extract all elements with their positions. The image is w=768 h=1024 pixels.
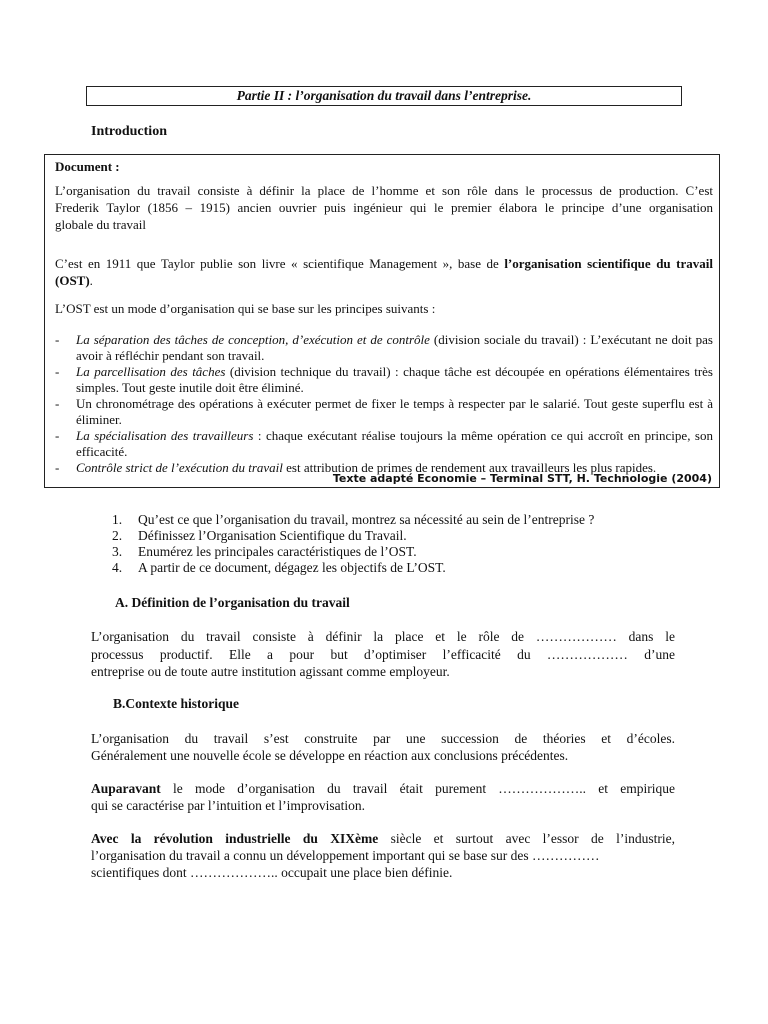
- section-b-heading: B.Contexte historique: [113, 696, 239, 711]
- intro-heading: Introduction: [91, 124, 167, 139]
- document-paragraph-3: L’OST est un mode d’organisation qui se base sur les principes suivants :: [55, 301, 436, 316]
- document-label: Document :: [55, 159, 120, 174]
- principle-text: Un chronométrage des opérations à exécuter permet de fixer le temps à respecter par le salarié. Tout geste superflu est à éliminer.: [76, 396, 713, 427]
- paragraph-2-end: .: [89, 273, 93, 288]
- principle-name: Contrôle strict de l’exécution du travail: [76, 460, 283, 475]
- list-item: - La spécialisation des travailleurs : chaque exécutant réalise toujours la même opération ce qui accroît en principe, son efficacité.: [55, 428, 713, 459]
- section-a-line-2: processus productif. Elle a pour but d’optimiser l’efficacité du ……………… d’une: [91, 647, 675, 662]
- list-item: - La parcellisation des tâches (division technique du travail) : chaque tâche est découpée en opérations élémentaires très simples. Tout geste inutile doit être éliminé.: [55, 364, 713, 395]
- principle-name: La séparation des tâches de conception, d’exécution et de contrôle: [76, 332, 430, 347]
- revolution-term: Avec la révolution industrielle du XIXème: [91, 831, 379, 846]
- principle-name: La parcellisation des tâches: [76, 364, 226, 379]
- section-b-p3-line-3: scientifiques dont ……………….. occupait une place bien définie.: [91, 865, 453, 880]
- document-paragraph-1-line-1: L’organisation du travail consiste à définir la place de l’homme et son rôle dans le processus de production. C’est: [55, 183, 713, 198]
- principle-name: La spécialisation des travailleurs: [76, 428, 254, 443]
- question-item: [112, 544, 594, 560]
- section-b-p2-line-2: qui se caractérise par l’intuition et l’improvisation.: [91, 798, 366, 813]
- section-b-p3-line-1: [91, 830, 675, 847]
- page-title: Partie II : l’organisation du travail dans l’entreprise.: [86, 86, 682, 106]
- ost-term: l’organisation scientifique du travail (OST): [55, 256, 713, 288]
- principle-text: (division technique du travail) : chaque tâche est découpée en opérations élémentaires très simples. Tout geste inutile doit être éliminé.: [76, 364, 713, 395]
- document-paragraph-1-line-2: Frederik Taylor (1856 – 1915) ancien ouvrier puis ingénieur qui le premier élabora le principe d’une organisation: [55, 200, 713, 215]
- document-paragraph-1-line-3: globale du travail: [55, 217, 146, 232]
- question-item: [112, 512, 594, 528]
- question-text: Définissez l’Organisation Scientifique du Travail.: [138, 528, 407, 543]
- principle-text: est attribution de primes de rendement aux travailleurs les plus rapides.: [282, 460, 657, 475]
- principles-list: [55, 332, 713, 476]
- question-number: 1.: [112, 512, 123, 527]
- question-text: A partir de ce document, dégagez les objectifs de L’OST.: [138, 560, 446, 575]
- list-item: - La séparation des tâches de conception, d’exécution et de contrôle (division sociale du travail) : L’exécutant ne doit pas avoir à réfléchir pendant son travail.: [55, 332, 713, 363]
- question-item: [112, 528, 594, 544]
- section-b-p1-line-2: Généralement une nouvelle école se développe en réaction aux conclusions précédentes.: [91, 748, 569, 763]
- principle-text: : chaque exécutant réalise toujours la même opération ce qui accroît en principe, son efficacité.: [76, 428, 713, 459]
- question-number: 2.: [112, 528, 123, 543]
- section-a-line-3: entreprise ou de toute autre institution agissant comme employeur.: [91, 664, 450, 679]
- question-text: Qu’est ce que l’organisation du travail, montrez sa nécessité au sein de l’entreprise ?: [138, 512, 595, 527]
- section-b-p3-text: siècle et surtout avec l’essor de l’industrie,: [378, 831, 675, 846]
- section-b-p2-text: le mode d’organisation du travail était purement ……………….. et empirique: [160, 781, 675, 796]
- question-number: 4.: [112, 560, 123, 575]
- section-b-p1-line-1: L’organisation du travail s’est construite par une succession de théories et d’écoles.: [91, 731, 675, 746]
- paragraph-2-text: C’est en 1911 que Taylor publie son livre « scientifique Management », base de: [55, 256, 505, 271]
- questions-list: [112, 512, 594, 576]
- list-item: - Un chronométrage des opérations à exécuter permet de fixer le temps à respecter par le salarié. Tout geste superflu est à éliminer.: [55, 396, 713, 427]
- question-number: 3.: [112, 544, 123, 559]
- section-a-line-1: L’organisation du travail consiste à définir la place et le rôle de ……………… dans le: [91, 629, 675, 644]
- section-b-p2-line-1: [91, 780, 675, 797]
- question-item: [112, 560, 594, 576]
- auparavant-term: Auparavant: [91, 781, 161, 796]
- principle-text: (division sociale du travail) : L’exécutant ne doit pas avoir à réfléchir pendant son travail.: [76, 332, 713, 363]
- section-b-p3-line-2: l’organisation du travail a connu un développement important qui se base sur des ……………: [91, 848, 600, 863]
- document-source: Texte adapté Economie – Terminal STT, H. Technologie (2004): [332, 472, 712, 485]
- list-item: - Contrôle strict de l’exécution du travail est attribution de primes de rendement aux travailleurs les plus rapides.: [55, 460, 657, 475]
- document-paragraph-2: [55, 255, 713, 289]
- question-text: Enumérez les principales caractéristiques de l’OST.: [138, 544, 417, 559]
- section-a-heading: A. Définition de l’organisation du travail: [115, 595, 350, 610]
